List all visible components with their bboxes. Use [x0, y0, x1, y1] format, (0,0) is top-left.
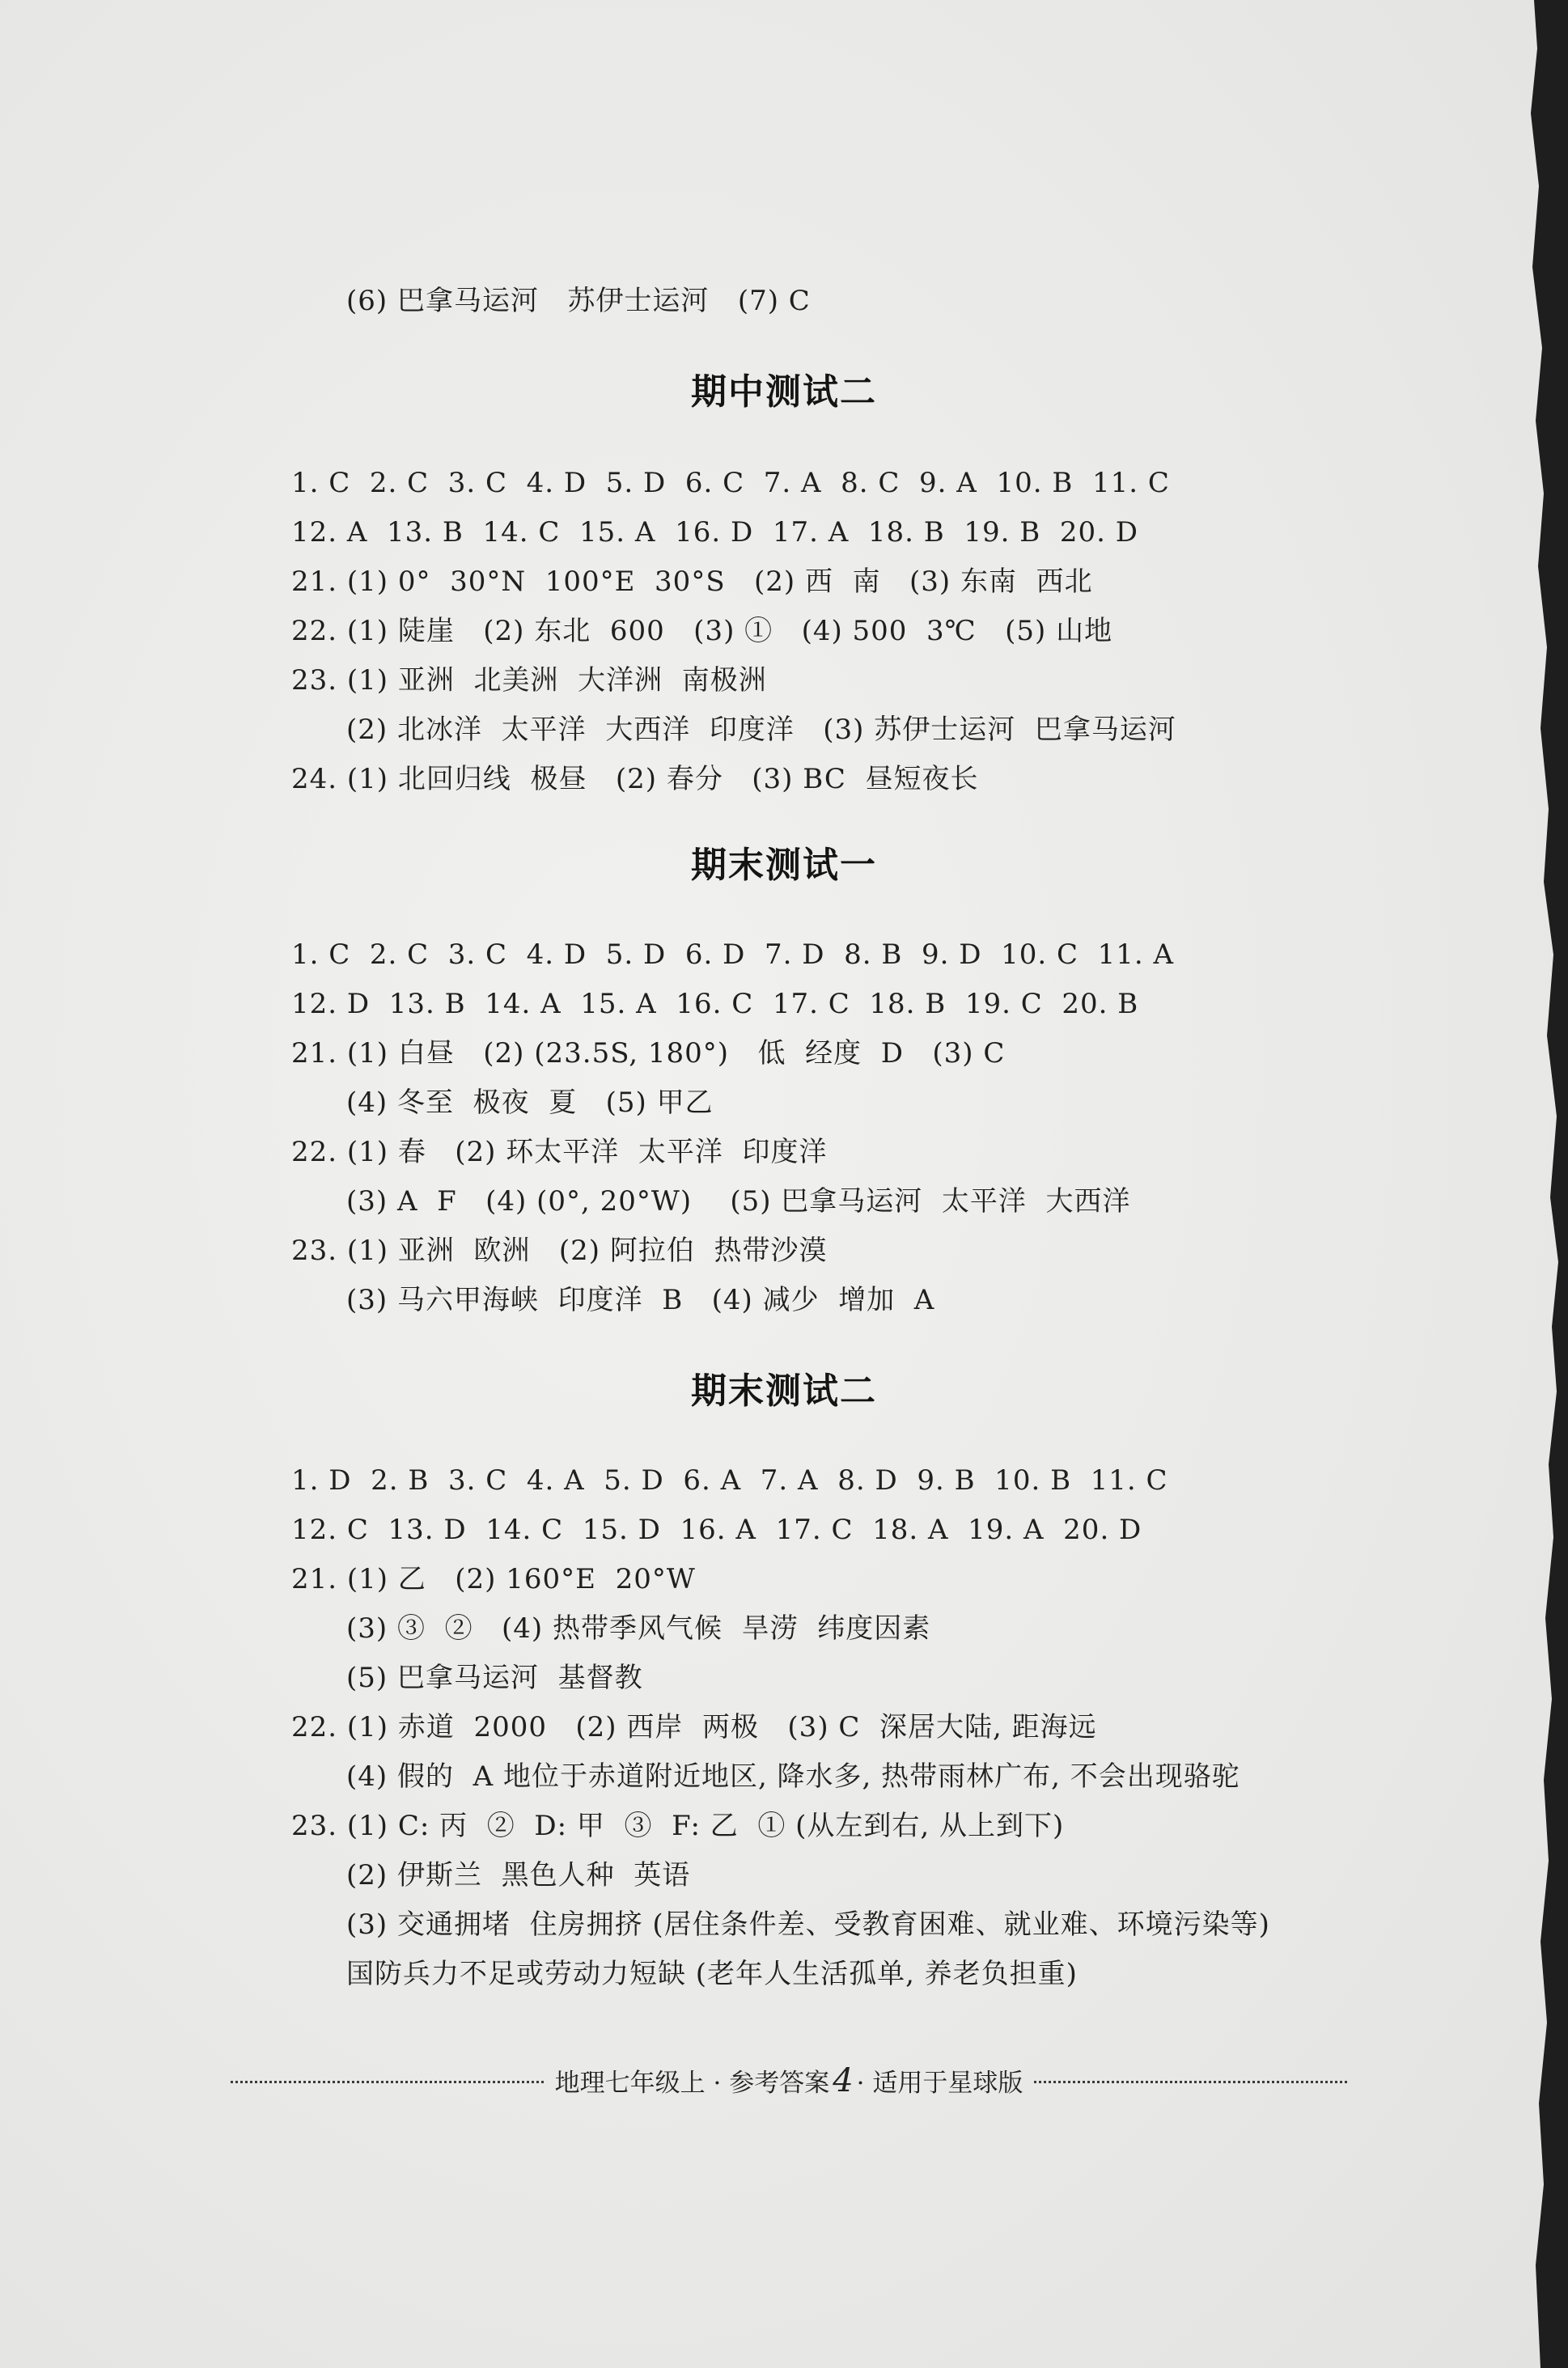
answer-line: 1. C 2. C 3. C 4. D 5. D 6. C 7. A 8. C 9. A 10. B 11. C [291, 467, 1170, 499]
answer-line: 21. (1) 0° 30°N 100°E 30°S (2) 西 南 (3) 东南 西北 [291, 566, 1093, 598]
answer-line: 22. (1) 陡崖 (2) 东北 600 (3) ① (4) 500 3℃ (5) 山地 [291, 615, 1113, 647]
answer-line: (2) 北冰洋 太平洋 大西洋 印度洋 (3) 苏伊士运河 巴拿马运河 [346, 714, 1176, 746]
answer-line: (5) 巴拿马运河 基督教 [346, 1662, 643, 1694]
section-title: 期末测试二 [691, 1370, 877, 1412]
footer-dotted-rule-right [1034, 2081, 1347, 2083]
answer-line: 1. C 2. C 3. C 4. D 5. D 6. D 7. D 8. B 9. D 10. C 11. A [291, 938, 1175, 971]
page-number: 4 [833, 2062, 854, 2099]
page-footer [231, 2061, 1347, 2100]
answer-line: 23. (1) C: 丙 ② D: 甲 ③ F: 乙 ① (从左到右, 从上到下) [291, 1810, 1065, 1842]
answer-line: 21. (1) 白昼 (2) (23.5S, 180°) 低 经度 D (3) C [291, 1037, 1006, 1070]
answer-line: 24. (1) 北回归线 极昼 (2) 春分 (3) BC 昼短夜长 [291, 763, 979, 795]
answer-line: (3) 交通拥堵 住房拥挤 (居住条件差、受教育困难、就业难、环境污染等) [346, 1908, 1270, 1941]
torn-paper-edge [1511, 0, 1568, 2368]
answer-line: 1. D 2. B 3. C 4. A 5. D 6. A 7. A 8. D 9. B 10. B 11. C [291, 1464, 1168, 1497]
footer-left-text: 地理七年级上 · 参考答案 [554, 2069, 830, 2098]
answer-line: (6) 巴拿马运河 苏伊士运河 (7) C [346, 285, 811, 317]
answer-line: (4) 冬至 极夜 夏 (5) 甲乙 [346, 1087, 714, 1119]
footer-text [544, 2062, 1035, 2099]
answer-line: (3) 马六甲海峡 印度洋 B (4) 减少 增加 A [346, 1284, 935, 1316]
answer-line: 21. (1) 乙 (2) 160°E 20°W [291, 1563, 696, 1595]
answer-line: 23. (1) 亚洲 北美洲 大洋洲 南极洲 [291, 664, 767, 697]
answer-line: 12. A 13. B 14. C 15. A 16. D 17. A 18. B 19. B 20. D [291, 516, 1138, 549]
section-title: 期末测试一 [691, 845, 877, 886]
answer-line: (3) A F (4) (0°, 20°W) (5) 巴拿马运河 太平洋 大西洋 [346, 1185, 1131, 1218]
answer-line: 12. C 13. D 14. C 15. D 16. A 17. C 18. A 19. A 20. D [291, 1514, 1142, 1546]
answer-line: 23. (1) 亚洲 欧洲 (2) 阿拉伯 热带沙漠 [291, 1235, 828, 1267]
answer-line: (4) 假的 A 地位于赤道附近地区, 降水多, 热带雨林广布, 不会出现骆驼 [346, 1760, 1240, 1793]
answer-line: 12. D 13. B 14. A 15. A 16. C 17. C 18. B 19. C 20. B [291, 988, 1139, 1020]
answer-line: 22. (1) 赤道 2000 (2) 西岸 两极 (3) C 深居大陆, 距海远 [291, 1711, 1097, 1743]
answer-line: (3) ③ ② (4) 热带季风气候 旱涝 纬度因素 [346, 1612, 931, 1645]
answer-line: 22. (1) 春 (2) 环太平洋 太平洋 印度洋 [291, 1136, 828, 1168]
answer-line: (2) 伊斯兰 黑色人种 英语 [346, 1859, 691, 1891]
answer-line: 国防兵力不足或劳动力短缺 (老年人生活孤单, 养老负担重) [346, 1958, 1078, 1990]
footer-right-text: · 适用于星球版 [856, 2069, 1023, 2098]
section-title: 期中测试二 [691, 371, 877, 413]
footer-dotted-rule-left [231, 2081, 544, 2083]
